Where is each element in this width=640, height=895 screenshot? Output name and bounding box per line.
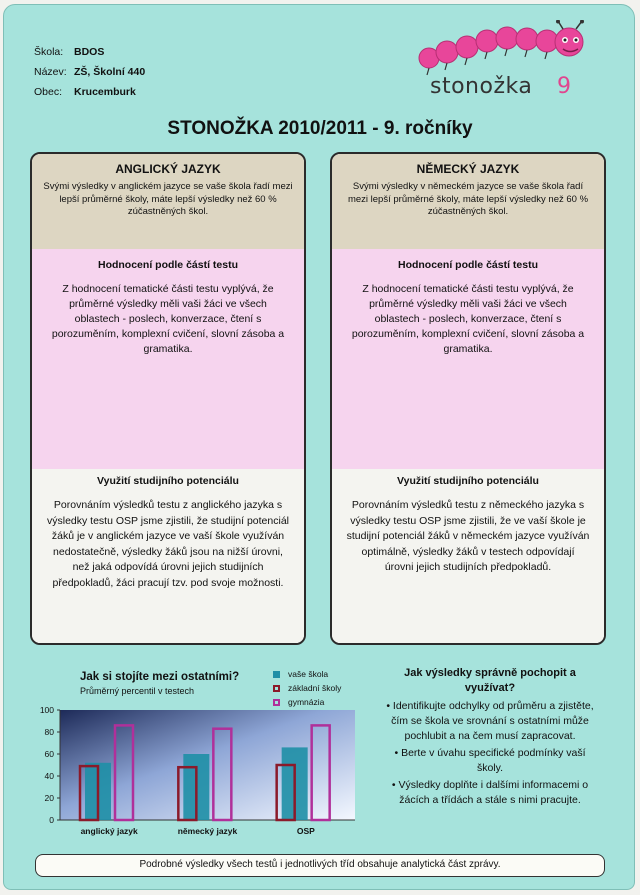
school-info xyxy=(34,42,145,102)
chart-heading: Jak si stojíte mezi ostatními? xyxy=(80,671,240,683)
y-tick-label: 40 xyxy=(44,771,54,781)
german-potential-text: Porovnáním výsledků testu z německého jazyka s výsledky testu OSP jsme zjistili, že ve vaší škole je studijní potenciál žáků v německém jazyce využíván optimálně, výsledky žáků v testech odpovídají úrovni jejich studijních předpokladů. xyxy=(346,499,590,573)
tips-item: • Identifikujte odchylky od průměru a zjistěte, čím se škola ve srovnání s ostatními může pochlubit a na čem musí zapracovat. xyxy=(386,700,594,742)
name-value: ZŠ, Školní 440 xyxy=(74,66,146,78)
y-tick-label: 100 xyxy=(39,705,54,715)
tips-heading: Jak výsledky správně pochopit a využívat? xyxy=(404,667,576,694)
y-tick-label: 60 xyxy=(44,749,54,759)
town-value: Krucemburk xyxy=(74,86,136,98)
english-parts-heading: Hodnocení podle částí testu xyxy=(97,259,239,271)
english-panel xyxy=(30,152,306,645)
german-heading: NĚMECKÝ JAZYK xyxy=(416,162,520,176)
tips-item: • Výsledky doplňte i dalšími informacemi o žácích a třídách a stále s nimi pracujte. xyxy=(391,779,589,806)
tips-item: • Berte v úvahu specifické podmínky vaší školy. xyxy=(394,747,586,774)
school-label: Škola: xyxy=(34,46,64,58)
german-parts-heading: Hodnocení podle částí testu xyxy=(397,259,539,271)
x-tick-label: německý jazyk xyxy=(177,826,238,836)
german-potential-heading: Využití studijního potenciálu xyxy=(397,475,539,487)
legend-swatch-basic xyxy=(273,685,280,692)
y-tick-label: 80 xyxy=(44,727,54,737)
english-parts-text: Z hodnocení tematické části testu vyplývá, že průměrné výsledky měli vaši žáci ve všech oblastech - poslech, konverzace, čtení s porozuměním, komplexní cvičení, slovní zásoba a gramatika. xyxy=(51,283,285,355)
name-label: Název: xyxy=(34,66,67,78)
german-panel xyxy=(330,152,606,645)
english-heading: ANGLICKÝ JAZYK xyxy=(115,162,221,176)
percentile-bar-chart xyxy=(20,700,365,842)
logo-grade-number: 9 xyxy=(557,74,571,99)
town-label: Obec: xyxy=(34,86,63,98)
school-value: BDOS xyxy=(74,46,105,58)
english-potential-heading: Využití studijního potenciálu xyxy=(97,475,239,487)
english-summary: Svými výsledky v anglickém jazyce se vaše škola řadí mezi lepší průměrné školy, máte lepší výsledky než 60 % zúčastněných škol. xyxy=(43,181,293,217)
legend-swatch-school xyxy=(273,671,280,678)
page-title: STONOŽKA 2010/2011 - 9. ročníky xyxy=(167,118,473,139)
chart-subtitle: Průměrný percentil v testech xyxy=(80,686,195,696)
y-tick-label: 20 xyxy=(44,793,54,803)
y-tick-label: 0 xyxy=(49,815,54,825)
legend-label-school: vaše škola xyxy=(288,669,329,679)
logo-text: stonožka xyxy=(430,74,533,99)
footer-note: Podrobné výsledky všech testů i jednotlivých tříd obsahuje analytická část zprávy. xyxy=(35,854,605,877)
x-tick-label: OSP xyxy=(296,826,315,836)
legend-label-basic: základní školy xyxy=(288,683,342,693)
english-potential-text: Porovnáním výsledků testu z anglického jazyka s výsledky testu OSP jsme zjistili, že studijní potenciál žáků je v anglickém jazyce ve vaší škole využíván nedostatečně, výsledky žáků jsou na nižší úrovni, než jaká odpovídá úrovni jejich studijních předpokladů, žáci pracují tzv. pod svoje možnosti. xyxy=(47,499,289,589)
legend-label-gymnasium: gymnázia xyxy=(288,697,325,707)
tips-box xyxy=(382,666,598,810)
german-summary: Svými výsledky v německém jazyce se vaše škola řadí mezi lepší průměrné školy, máte lepší výsledky než 60 % zúčastněných škol. xyxy=(347,181,589,217)
german-parts-text: Z hodnocení tematické části testu vyplývá, že průměrné výsledky měli vaši žáci ve všech oblastech - poslech, konverzace, čtení s porozuměním, komplexní cvičení, slovní zásoba a gramatika. xyxy=(351,283,585,355)
x-tick-label: anglický jazyk xyxy=(80,826,138,836)
